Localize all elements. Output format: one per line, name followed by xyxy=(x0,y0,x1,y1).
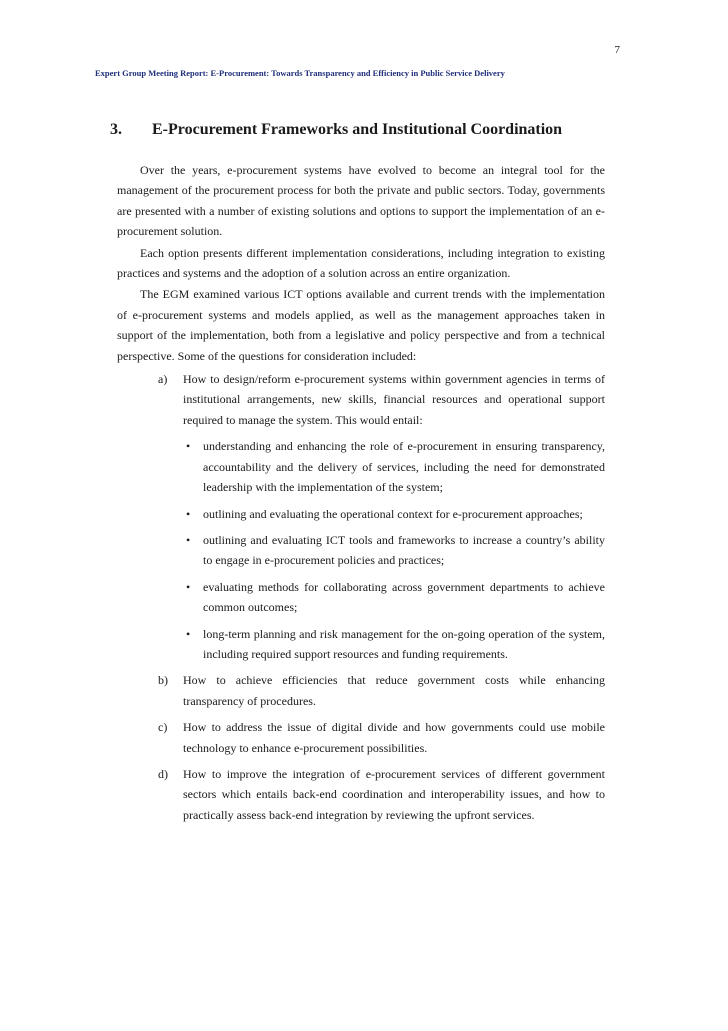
bullet-icon: • xyxy=(186,439,191,454)
section-heading xyxy=(110,121,562,139)
question-text: How to design/reform e-procurement systems within government agencies in terms of institutional arrangements, new skills, financial resources and operational support required to manage the system. This would entail: xyxy=(183,372,605,427)
page-number: 7 xyxy=(614,44,620,56)
bullet-text: outlining and evaluating the operational context for e-procurement approaches; xyxy=(203,506,583,521)
body-text xyxy=(117,160,605,831)
question-text: How to improve the integration of e-procurement services of different government sectors which entails back-end coordination and interoperability issues, and how to practically assess back-end integration by reviewing the upfront services. xyxy=(183,766,605,822)
question-marker: c) xyxy=(158,720,168,735)
running-header: Expert Group Meeting Report: E-Procurement: Towards Transparency and Efficiency in Public Service Delivery xyxy=(95,68,505,78)
bullet-item xyxy=(186,624,605,665)
paragraph: The EGM examined various ICT options available and current trends with the implementation of e-procurement systems and models applied, as well as the management approaches taken in support of the implementation, both from a legislative and policy perspective and from a technical perspective. Some of the questions for consideration included: xyxy=(117,287,605,363)
bullet-text: outlining and evaluating ICT tools and frameworks to increase a country’s ability to engage in e-procurement policies and practices; xyxy=(203,532,605,568)
bullet-icon: • xyxy=(186,532,191,547)
bullet-item xyxy=(186,530,605,571)
question-marker: d) xyxy=(158,766,168,781)
question-item xyxy=(158,764,605,825)
bullet-icon: • xyxy=(186,579,191,594)
bullet-item xyxy=(186,504,605,524)
bullet-item xyxy=(186,436,605,497)
question-item xyxy=(158,670,605,711)
paragraph: Each option presents different implementation considerations, including integration to existing practices and systems and the adoption of a solution across an entire organization. xyxy=(117,245,605,281)
question-item xyxy=(158,717,605,758)
questions-list xyxy=(117,369,605,825)
bullet-item xyxy=(186,577,605,618)
paragraph: Over the years, e-procurement systems have evolved to become an integral tool for the management of the procurement process for both the private and public sectors. Today, governments are presented with a number of existing solutions and options to support the implementation of an e-procurement solution. xyxy=(117,163,605,239)
bullet-text: evaluating methods for collaborating across government departments to achieve common outcomes; xyxy=(203,579,605,615)
bullet-list xyxy=(183,436,605,664)
question-text: How to address the issue of digital divide and how governments could use mobile technology to enhance e-procurement possibilities. xyxy=(183,720,605,755)
bullet-icon: • xyxy=(186,626,191,641)
bullet-text: long-term planning and risk management for the on-going operation of the system, including required support resources and funding requirements. xyxy=(203,626,605,661)
bullet-text: understanding and enhancing the role of e-procurement in ensuring transparency, accountability and the delivery of services, including the need for demonstrated leadership with the implementation of the system; xyxy=(203,439,605,495)
question-marker: b) xyxy=(158,673,168,688)
section-number: 3. xyxy=(110,121,122,138)
question-text: How to achieve efficiencies that reduce government costs while enhancing transparency of procedures. xyxy=(183,673,605,708)
question-marker: a) xyxy=(158,372,168,387)
bullet-icon: • xyxy=(186,506,191,521)
question-item xyxy=(158,369,605,664)
section-title: E-Procurement Frameworks and Institutional Coordination xyxy=(152,121,563,138)
